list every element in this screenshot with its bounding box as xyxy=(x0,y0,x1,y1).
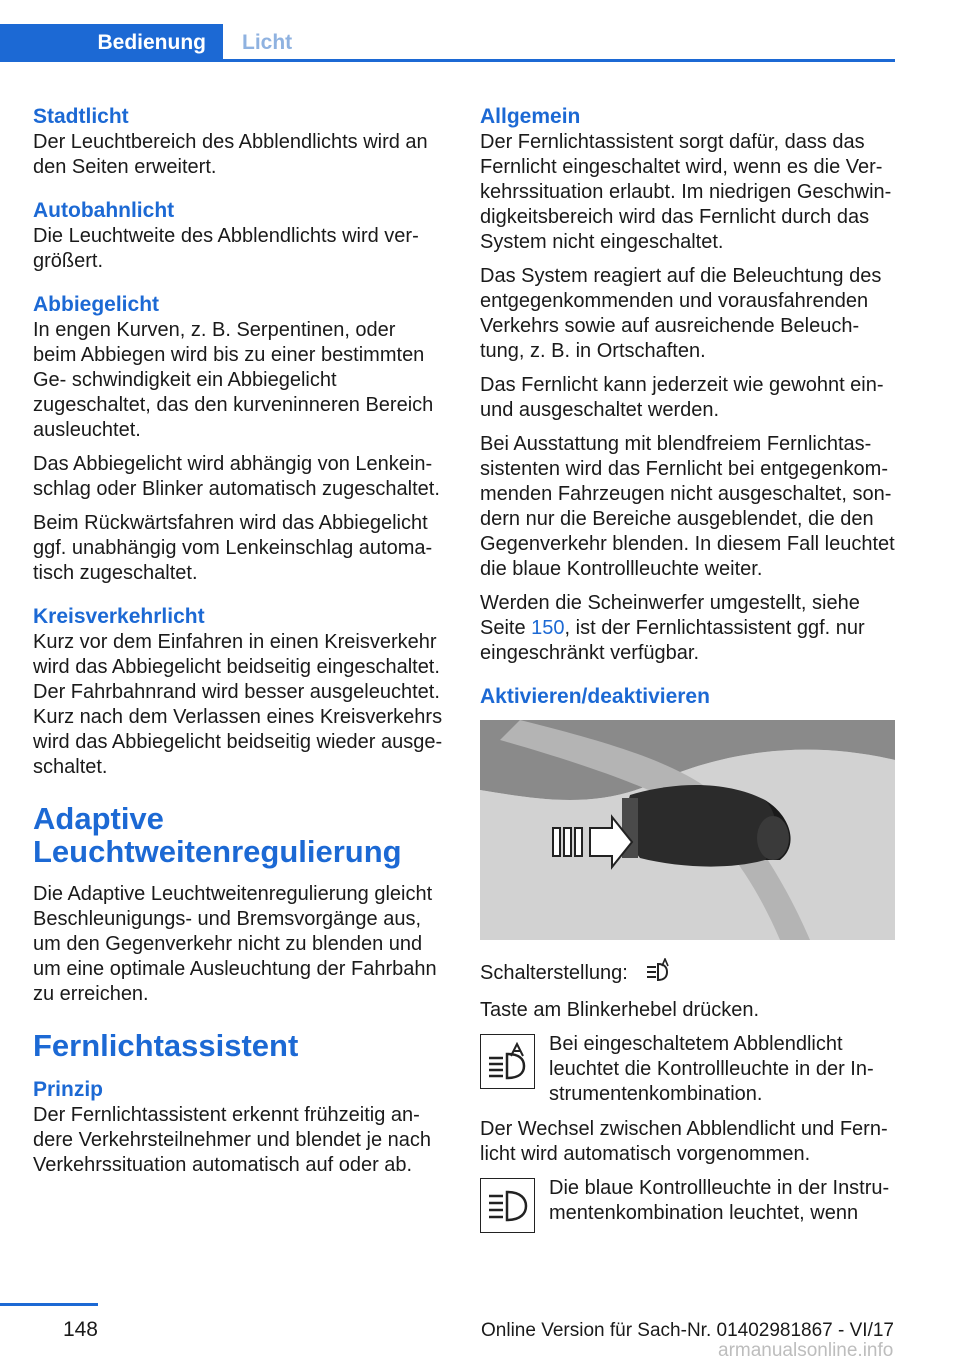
heading-stadtlicht: Stadtlicht xyxy=(33,105,129,128)
heading-allgemein: Allgemein xyxy=(480,105,581,128)
text-adaptive: Die Adaptive Leuchtweitenregulierung gleicht Beschleunigungs- und Bremsvorgänge aus, um den Gegenverkehr nicht zu blenden und um eine optimale Ausleuchtung der Fahrbahn zu erreichen. xyxy=(33,883,437,1005)
section-abbiegelicht xyxy=(33,291,443,586)
footer-divider xyxy=(0,1303,98,1306)
watermark: armanualsonline.info xyxy=(718,1340,894,1361)
text-allgemein-1: Der Fernlichtassistent sorgt dafür, dass das Fernlicht eingeschaltet wird, wenn es die Ver‐ kehrssituation erlaubt. Im niedrigen Geschwin‐ digkeitsbereich wird das Fernlicht durch das System nicht eingeschaltet. xyxy=(480,131,892,253)
section-allgemein xyxy=(480,103,895,666)
blinker-lever-photo xyxy=(480,720,895,940)
text-abbiegelicht-2: Das Abbiegelicht wird abhängig von Lenkein‐ schlag oder Blinker automatisch zugeschaltet. xyxy=(33,453,440,500)
heading-aktivieren: Aktivieren/deaktivieren xyxy=(480,685,710,708)
text-allgemein-5 xyxy=(480,591,895,666)
section-fernlichtassistent xyxy=(33,1029,443,1178)
text-autobahnlicht: Die Leuchtweite des Abblendlichts wird ver‐ größert. xyxy=(33,225,419,272)
high-beam-indicator-icon xyxy=(480,1178,535,1233)
indicator-row-2 xyxy=(480,1176,895,1233)
indicator-1-text: Bei eingeschaltetem Abblendlicht leuchtet die Kontrollleuchte in der In‐ strumentenkombination. xyxy=(549,1033,874,1105)
text-prinzip: Der Fernlichtassistent erkennt frühzeitig an‐ dere Verkehrsteilnehmer und blendet je nach Verkehrssituation automatisch auf oder ab. xyxy=(33,1104,432,1176)
text-wechsel: Der Wechsel zwischen Abblendlicht und Fern‐ licht wird automatisch vorgenommen. xyxy=(480,1118,888,1165)
heading-adaptive-line2: Leuchtweitenregulierung xyxy=(33,834,402,869)
heading-adaptive xyxy=(33,802,443,868)
heading-prinzip: Prinzip xyxy=(33,1078,104,1101)
heading-abbiegelicht: Abbiegelicht xyxy=(33,293,160,316)
schalterstellung-line xyxy=(480,958,895,989)
text-kreisverkehrlicht: Kurz vor dem Einfahren in einen Kreisverkehr wird das Abbiegelicht beidseitig eingeschaltet. Der Fahrbahnrand wird besser ausgeleuchtet. Kurz nach dem Verlassen eines Kreisverkehrs wird das Abbiegelicht beidseitig wieder ausge‐ schaltet. xyxy=(33,631,443,778)
left-column xyxy=(33,103,443,1187)
text-allgemein-3: Das Fernlicht kann jederzeit wie gewohnt ein- und ausgeschaltet werden. xyxy=(480,374,884,421)
indicator-2-text: Die blaue Kontrollleuchte in der Instru‐ mentenkombination leuchtet, wenn xyxy=(549,1177,890,1224)
text-abbiegelicht-1: In engen Kurven, z. B. Serpentinen, oder beim Abbiegen wird bis zu einer bestimmten Ge‐ schwindigkeit ein Abbiegelicht zugeschaltet, das den kurveninneren Bereich ausleuchtet. xyxy=(33,319,434,441)
text-taste: Taste am Blinkerhebel drücken. xyxy=(480,999,760,1021)
tab-bedienung[interactable]: Bedienung xyxy=(0,24,223,62)
text-allgemein-4: Bei Ausstattung mit blendfreiem Fernlichtas‐ sistenten wird das Fernlicht bei entgegenkom‐ menden Fahrzeugen nicht ausgeschaltet, son‐ dern nur die Bereiche ausgeblendet, die den Gegenverkehr blenden. In diesem Fall leuchtet die blaue Kontrollleuchte weiter. xyxy=(480,433,895,580)
heading-fernlichtassistent: Fernlichtassistent xyxy=(33,1028,299,1063)
lever-illustration xyxy=(480,720,895,940)
text-allgemein-5-after: , ist der Fernlichtassistent ggf. nur eingeschränkt verfügbar. xyxy=(480,617,865,664)
heading-adaptive-line1: Adaptive xyxy=(33,801,164,836)
online-version-text: Online Version für Sach-Nr. 01402981867 - VI/17 xyxy=(481,1320,894,1341)
text-allgemein-2: Das System reagiert auf die Beleuchtung des entgegenkommenden und vorausfahrenden Verkehrs sowie auf ausreichende Beleuch‐ tung, z. B. in Ortschaften. xyxy=(480,265,882,362)
page-number: 148 xyxy=(62,1318,98,1341)
heading-autobahnlicht: Autobahnlicht xyxy=(33,199,175,222)
section-autobahnlicht xyxy=(33,197,443,274)
tab-licht[interactable]: Licht xyxy=(242,31,293,54)
schalterstellung-label: Schalterstellung: xyxy=(480,961,628,984)
page-link-150[interactable]: 150 xyxy=(531,617,565,639)
text-stadtlicht: Der Leuchtbereich des Abblendlichts wird an den Seiten erweitert. xyxy=(33,131,428,178)
header-divider xyxy=(223,59,895,62)
high-beam-assist-icon xyxy=(645,958,671,989)
right-column xyxy=(480,103,895,1243)
section-adaptive xyxy=(33,802,443,1007)
section-stadtlicht xyxy=(33,103,443,180)
section-aktivieren xyxy=(480,683,895,1233)
section-kreisverkehrlicht xyxy=(33,603,443,780)
text-allgemein-5-before: Werden die Scheinwerfer umgestellt, siehe Seite xyxy=(480,592,860,639)
page-header xyxy=(0,0,895,62)
text-abbiegelicht-3: Beim Rückwärtsfahren wird das Abbiegelicht ggf. unabhängig vom Lenkeinschlag automa‐ tisch zugeschaltet. xyxy=(33,512,433,584)
indicator-row-1 xyxy=(480,1032,895,1107)
high-beam-assist-indicator-icon xyxy=(480,1034,535,1089)
heading-kreisverkehrlicht: Kreisverkehrlicht xyxy=(33,605,205,628)
